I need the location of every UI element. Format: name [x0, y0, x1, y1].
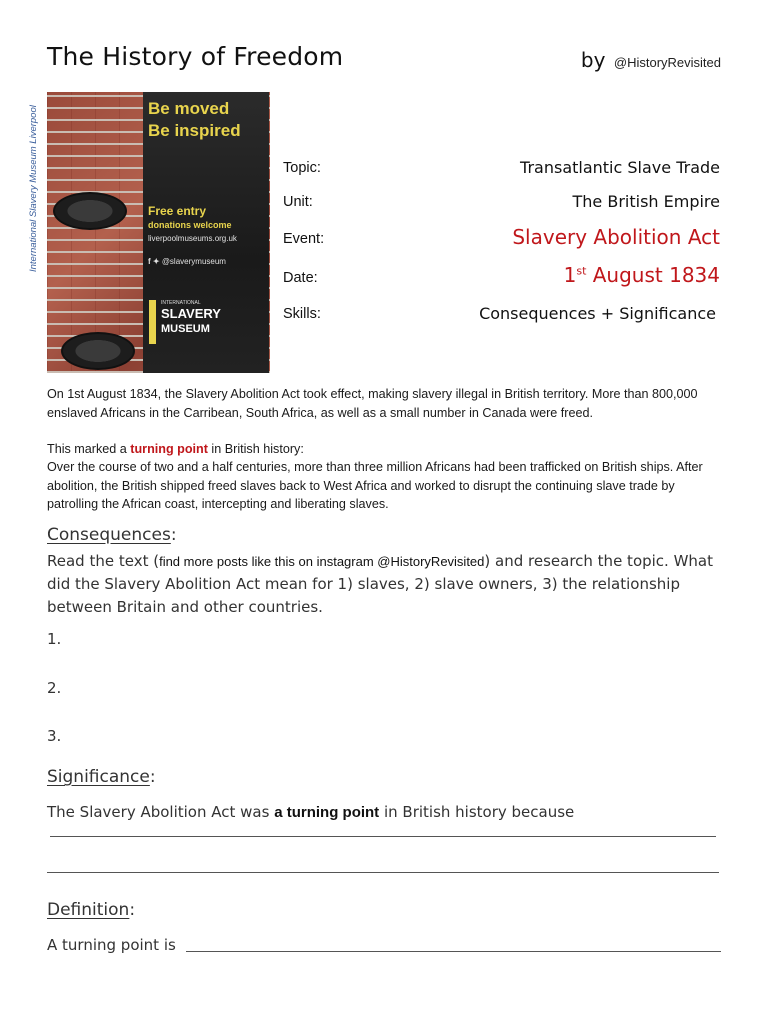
museum-photo [47, 92, 270, 373]
answer-line[interactable] [50, 836, 716, 837]
answer-number-1: 1. [47, 630, 62, 648]
answer-line[interactable] [47, 872, 719, 873]
page-title: The History of Freedom [47, 42, 344, 71]
unit-value: The British Empire [572, 192, 720, 211]
definition-heading [47, 900, 135, 920]
marked-post: in British history: [207, 442, 304, 456]
sentence-post: in British history because [379, 803, 575, 821]
banner-website: liverpoolmuseums.org.uk [148, 234, 237, 243]
consequences-colon: : [170, 525, 177, 545]
logo-slavery-text: SLAVERY [161, 306, 221, 321]
wall-plaque-icon [53, 192, 127, 230]
significance-colon: : [149, 767, 156, 787]
photo-caption: International Slavery Museum Liverpool [28, 105, 39, 272]
banner-line-2: Be inspired [148, 121, 241, 140]
significance-heading [47, 767, 156, 787]
banner-social [148, 257, 226, 266]
unit-label: Unit: [283, 194, 313, 210]
event-value: Slavery Abolition Act [512, 225, 720, 249]
by-label: by [580, 48, 606, 72]
consequences-heading-text: Consequences [47, 525, 171, 545]
wall-plaque-icon [61, 332, 135, 370]
read-post: ) and research the topic. What did the Slavery Abolition Act mean for 1) slaves, 2) slave owners, 3) the relationship between Britain and other countries. [47, 552, 714, 616]
consequences-instructions [47, 550, 737, 619]
banner-free-entry: Free entry [148, 204, 207, 218]
definition-prompt: A turning point is [47, 936, 176, 954]
date-value [564, 263, 720, 287]
banner-line-1: Be moved [148, 99, 230, 118]
date-rest: August 1834 [586, 263, 720, 287]
date-label: Date: [283, 270, 318, 286]
author-credit [581, 48, 721, 72]
museum-banner [143, 92, 269, 373]
history-paragraph: Over the course of two and a half centuries, more than three million Africans had been trafficked on British ships. After abolition, the British shipped freed slaves back to West Africa and worked to disrupt the continuing slave trade by patrolling the African coast, intercepting and liberating slaves. [47, 460, 703, 511]
date-day: 1 [563, 263, 577, 287]
answer-number-2: 2. [47, 679, 62, 697]
logo-bar [149, 300, 156, 344]
definition-heading-text: Definition [47, 900, 130, 920]
turning-point-paragraph [47, 440, 727, 459]
significance-heading-text: Significance [47, 767, 150, 787]
author-handle: @HistoryRevisited [613, 55, 721, 70]
definition-answer-line[interactable] [186, 951, 721, 952]
banner-donations: donations welcome [148, 220, 232, 230]
answer-number-3: 3. [47, 727, 62, 745]
banner-slogan [148, 98, 241, 142]
sentence-pre: The Slavery Abolition Act was [47, 803, 275, 821]
skills-value: Consequences + Significance [479, 304, 716, 323]
topic-value: Transatlantic Slave Trade [520, 158, 720, 177]
event-label: Event: [283, 231, 325, 247]
significance-sentence [47, 801, 737, 824]
instagram-note: find more posts like this on instagram @HistoryRevisited [159, 554, 485, 569]
read-pre: Read the text ( [47, 552, 160, 570]
museum-logo [149, 298, 221, 346]
turning-point-bold: a turning point [274, 804, 380, 821]
topic-label: Topic: [283, 160, 321, 176]
logo-museum-text: MUSEUM [161, 323, 210, 335]
intro-paragraph: On 1st August 1834, the Slavery Abolition Act took effect, making slavery illegal in British territory. More than 800,000 enslaved Africans in the Carribean, South Africa, as well as a small number in Canada were freed. [47, 387, 698, 420]
date-suffix: st [576, 264, 587, 278]
skills-label: Skills: [283, 306, 321, 322]
definition-colon: : [129, 900, 136, 920]
marked-pre: This marked a [47, 442, 131, 456]
social-icons: f ✦ [148, 257, 162, 266]
banner-social-handle: @slaverymuseum [161, 257, 226, 266]
consequences-heading [47, 525, 177, 545]
logo-small-text: INTERNATIONAL [161, 300, 201, 306]
turning-point-highlight: turning point [130, 442, 208, 456]
